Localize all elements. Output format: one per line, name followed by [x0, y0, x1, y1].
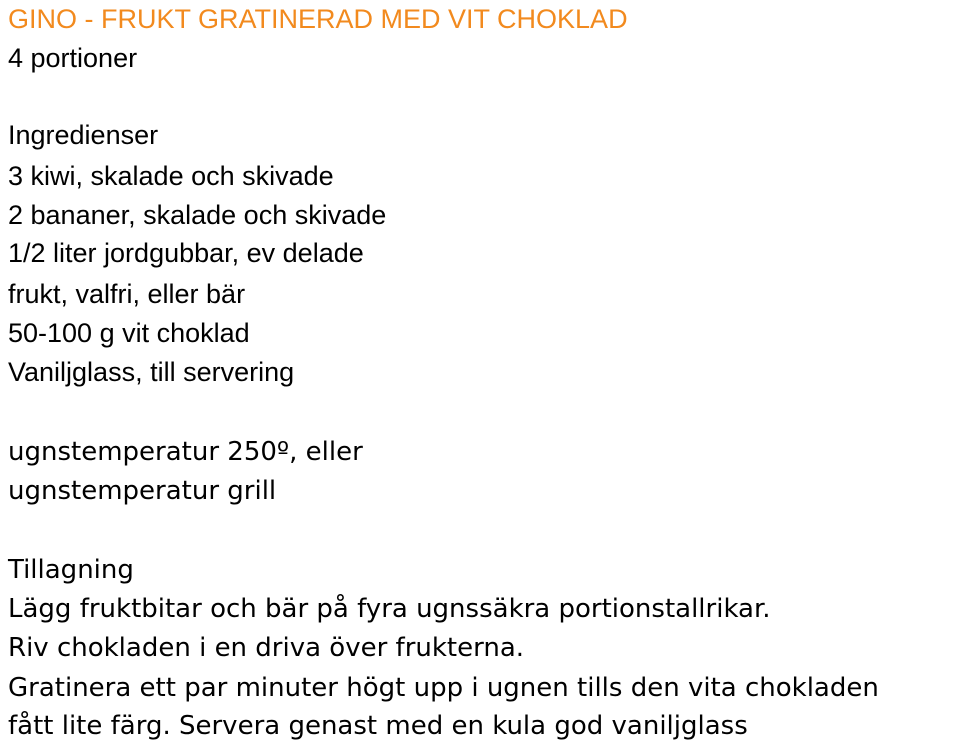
ingredient-item: 3 kiwi, skalade och skivade [8, 161, 334, 191]
method-step: Lägg fruktbitar och bär på fyra ugnssäkra portionstallrikar. [8, 594, 771, 624]
portions: 4 portioner [8, 43, 138, 73]
recipe-title: GINO - FRUKT GRATINERAD MED VIT CHOKLAD [8, 4, 628, 34]
ingredient-item: 2 bananer, skalade och skivade [8, 200, 387, 230]
method-step: Gratinera ett par minuter högt upp i ugnen tills den vita chokladen [8, 673, 879, 703]
ingredient-item: 1/2 liter jordgubbar, ev delade [8, 238, 364, 268]
ingredients-heading: Ingredienser [8, 120, 159, 150]
oven-temperature: ugnstemperatur 250º, eller [8, 437, 363, 467]
ingredient-item: Vaniljglass, till servering [8, 357, 295, 387]
ingredient-item: 50-100 g vit choklad [8, 318, 250, 348]
method-step: Riv chokladen i en driva över frukterna. [8, 633, 525, 663]
oven-grill: ugnstemperatur grill [8, 476, 277, 506]
ingredient-item: frukt, valfri, eller bär [8, 279, 246, 309]
method-heading: Tillagning [8, 555, 134, 585]
method-step: fått lite färg. Servera genast med en kula god vaniljglass [8, 711, 748, 741]
